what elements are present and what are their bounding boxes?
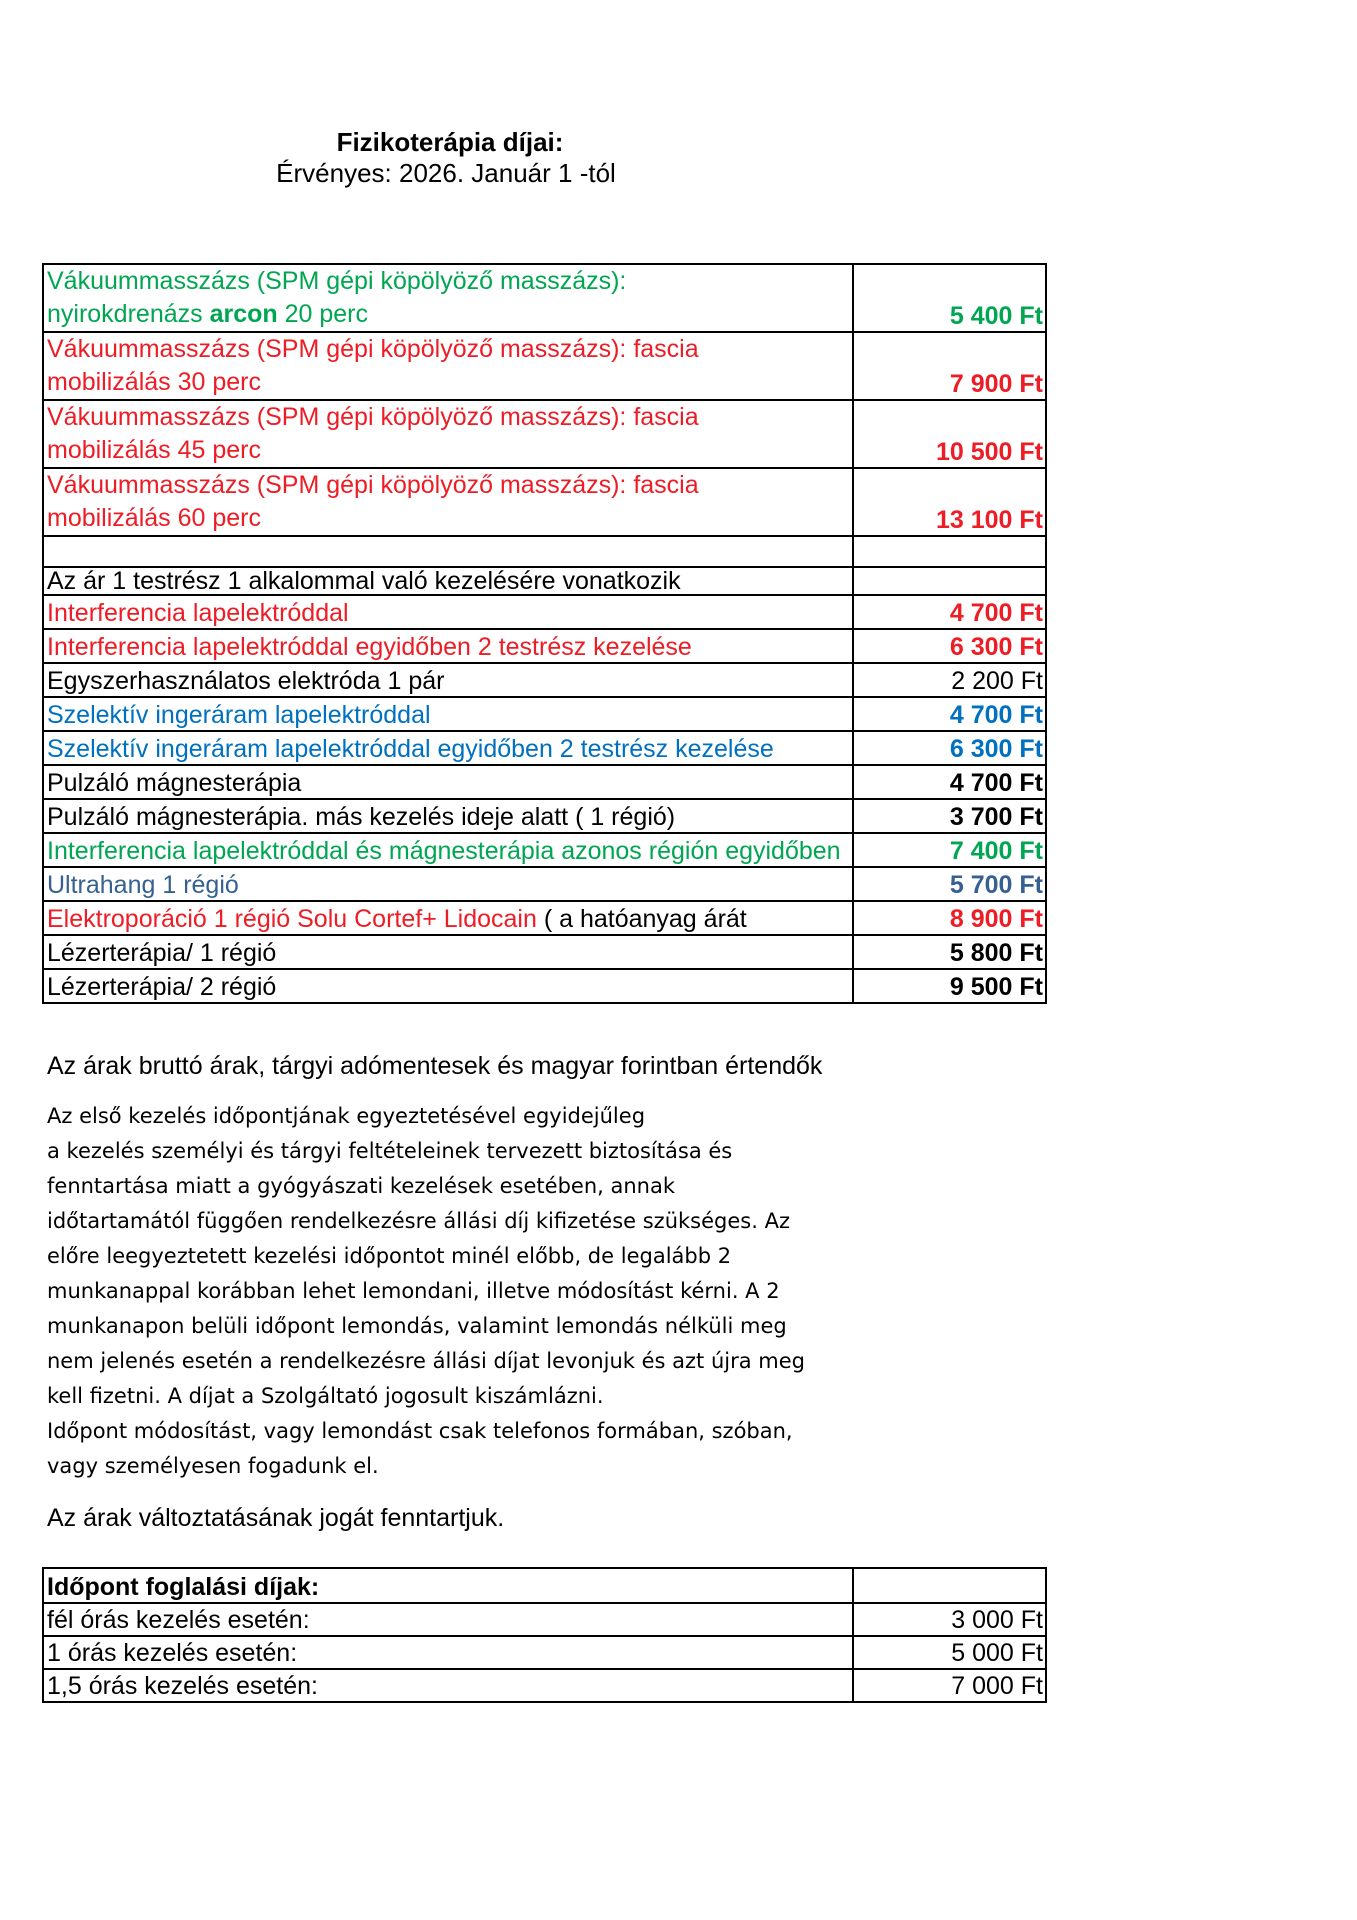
service-name: Pulzáló mágnesterápia [43,765,853,799]
table-row [43,595,1046,629]
booking-duration: 1 órás kezelés esetén: [43,1636,853,1669]
policy-line: kell fizetni. A díjat a Szolgáltató jogosult kiszámlázni. [47,1384,604,1408]
service-price: 6 300 Ft [853,629,1046,663]
table-row [43,765,1046,799]
service-price: 3 700 Ft [853,799,1046,833]
booking-fee-heading: Időpont foglalási díjak: [43,1568,853,1603]
table-row [43,731,1046,765]
policy-line: Az első kezelés időpontjának egyeztetésével egyidejűleg [47,1104,646,1128]
service-name: Pulzáló mágnesterápia. más kezelés ideje alatt ( 1 régió) [43,799,853,833]
price-disclaimer: Az árak bruttó árak, tárgyi adómentesek és magyar forintban értendők [47,1052,823,1080]
empty-cell [43,536,853,567]
table-row [43,901,1046,935]
service-price: 5 400 Ft [853,264,1046,332]
table-row [43,799,1046,833]
table-row [43,969,1046,1003]
table-row [43,400,1046,468]
policy-line: a kezelés személyi és tárgyi feltételeinek tervezett biztosítása és [47,1139,733,1163]
service-price: 4 700 Ft [853,765,1046,799]
price-change-notice: Az árak változtatásának jogát fenntartjuk. [47,1504,505,1532]
service-price: 10 500 Ft [853,400,1046,468]
policy-line: időtartamától függően rendelkezésre állási díj kifizetése szükséges. Az [47,1209,790,1233]
table-row [43,1669,1046,1702]
service-price: 7 900 Ft [853,332,1046,400]
cancellation-policy [47,1099,805,1484]
policy-line: fenntartása miatt a gyógyászati kezelések esetében, annak [47,1174,676,1198]
service-name: Lézerterápia/ 1 régió [43,935,853,969]
table-row [43,833,1046,867]
service-name: Vákuummasszázs (SPM gépi köpölyöző masszázs): fascia mobilizálás 30 perc [43,332,853,400]
service-name: Interferencia lapelektróddal [43,595,853,629]
service-name: Interferencia lapelektróddal és mágnesterápia azonos régión egyidőben [43,833,853,867]
policy-line: munkanapon belüli időpont lemondás, valamint lemondás nélküli meg [47,1314,787,1338]
note-row [43,567,1046,595]
policy-line: vagy személyesen fogadunk el. [47,1454,379,1478]
policy-line: nem jelenés esetén a rendelkezésre állási díjat levonjuk és azt újra meg [47,1349,805,1373]
service-price: 4 700 Ft [853,595,1046,629]
table-header-row [43,1568,1046,1603]
booking-price: 5 000 Ft [853,1636,1046,1669]
table-row [43,1603,1046,1636]
service-price: 13 100 Ft [853,468,1046,536]
table-row [43,663,1046,697]
table-row [43,697,1046,731]
service-name: Ultrahang 1 régió [43,867,853,901]
service-price: 9 500 Ft [853,969,1046,1003]
booking-duration: fél órás kezelés esetén: [43,1603,853,1636]
booking-price: 7 000 Ft [853,1669,1046,1702]
service-name: Egyszerhasználatos elektróda 1 pár [43,663,853,697]
policy-line: Időpont módosítást, vagy lemondást csak telefonos formában, szóban, [47,1419,793,1443]
service-name: Vákuummasszázs (SPM gépi köpölyöző masszázs): fascia mobilizálás 45 perc [43,400,853,468]
table-row [43,935,1046,969]
booking-price: 3 000 Ft [853,1603,1046,1636]
policy-line: munkanappal korábban lehet lemondani, illetve módosítást kérni. A 2 [47,1279,780,1303]
empty-cell [853,1568,1046,1603]
service-price: 5 800 Ft [853,935,1046,969]
service-name: Lézerterápia/ 2 régió [43,969,853,1003]
table-row [43,1636,1046,1669]
price-table [42,263,1047,1004]
service-name: Szelektív ingeráram lapelektróddal [43,697,853,731]
service-name: Vákuummasszázs (SPM gépi köpölyöző masszázs): fascia mobilizálás 60 perc [43,468,853,536]
service-price: 6 300 Ft [853,731,1046,765]
empty-row [43,536,1046,567]
service-price: 8 900 Ft [853,901,1046,935]
service-price: 2 200 Ft [853,663,1046,697]
service-name: Interferencia lapelektróddal egyidőben 2 testrész kezelése [43,629,853,663]
service-name: Elektroporáció 1 régió Solu Cortef+ Lidocain ( a hatóanyag árát [43,901,853,935]
booking-duration: 1,5 órás kezelés esetén: [43,1669,853,1702]
service-price: 4 700 Ft [853,697,1046,731]
policy-line: előre leegyeztetett kezelési időpontot minél előbb, de legalább 2 [47,1244,732,1268]
service-name: Szelektív ingeráram lapelektróddal egyidőben 2 testrész kezelése [43,731,853,765]
table-row [43,468,1046,536]
booking-fee-table [42,1567,1047,1703]
validity-date: Érvényes: 2026. Január 1 -tól [276,158,616,188]
empty-cell [853,536,1046,567]
empty-cell [853,567,1046,595]
table-row [43,629,1046,663]
table-row [43,332,1046,400]
service-name: Vákuummasszázs (SPM gépi köpölyöző masszázs): nyirokdrenázs arcon 20 perc [43,264,853,332]
table-row [43,867,1046,901]
page-title: Fizikoterápia díjai: [336,127,564,157]
price-note: Az ár 1 testrész 1 alkalommal való kezelésére vonatkozik [43,567,853,595]
table-row [43,264,1046,332]
service-price: 7 400 Ft [853,833,1046,867]
service-price: 5 700 Ft [853,867,1046,901]
